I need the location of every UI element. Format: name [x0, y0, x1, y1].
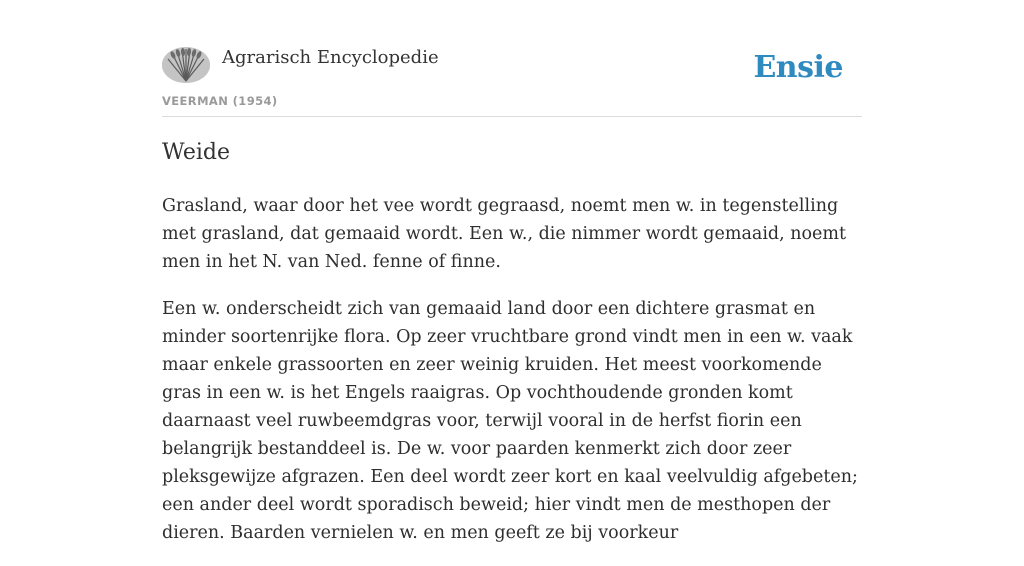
article-paragraph: Grasland, waar door het vee wordt gegraasd, noemt men w. in tegenstelling met grasland, dat gemaaid wordt. Een w., die nimmer wordt gemaaid, noemt men in het N. van Ned. fenne of finne.: [162, 196, 847, 272]
article-body: [162, 192, 862, 566]
source-header: [162, 0, 862, 117]
author-byline[interactable]: VEERMAN (1954): [162, 94, 278, 108]
article-paragraph: Een w. onderscheidt zich van gemaaid land door een dichtere grasmat en minder soortenrijke flora. Op zeer vruchtbare grond vindt men in een w. vaak maar enkele grassoorten en zeer weinig kruiden. Het meest voorkomende gras in een w. is het Engels raaigras. Op vochthoudende gronden komt daarnaast veel ruwbeemdgras voor, terwijl vooral in de herfst fiorin een belangrijk bestanddeel is. De w. voor paarden kenmerkt zich door zeer pleksgewijze afgrazen. Een deel wordt zeer kort en kaal veelvuldig afgebeten; een ander deel wordt sporadisch beweid; hier vindt men de mesthopen der dieren. Baarden vernielen w. en men geeft ze bij voorkeur: [162, 299, 858, 543]
wheat-sheaf-logo-icon[interactable]: [162, 47, 210, 83]
article-title: Weide: [162, 140, 230, 165]
page-container: [162, 0, 862, 543]
ensie-brand-link[interactable]: Ensie: [753, 50, 843, 85]
source-title-link[interactable]: Agrarisch Encyclopedie: [222, 47, 439, 68]
